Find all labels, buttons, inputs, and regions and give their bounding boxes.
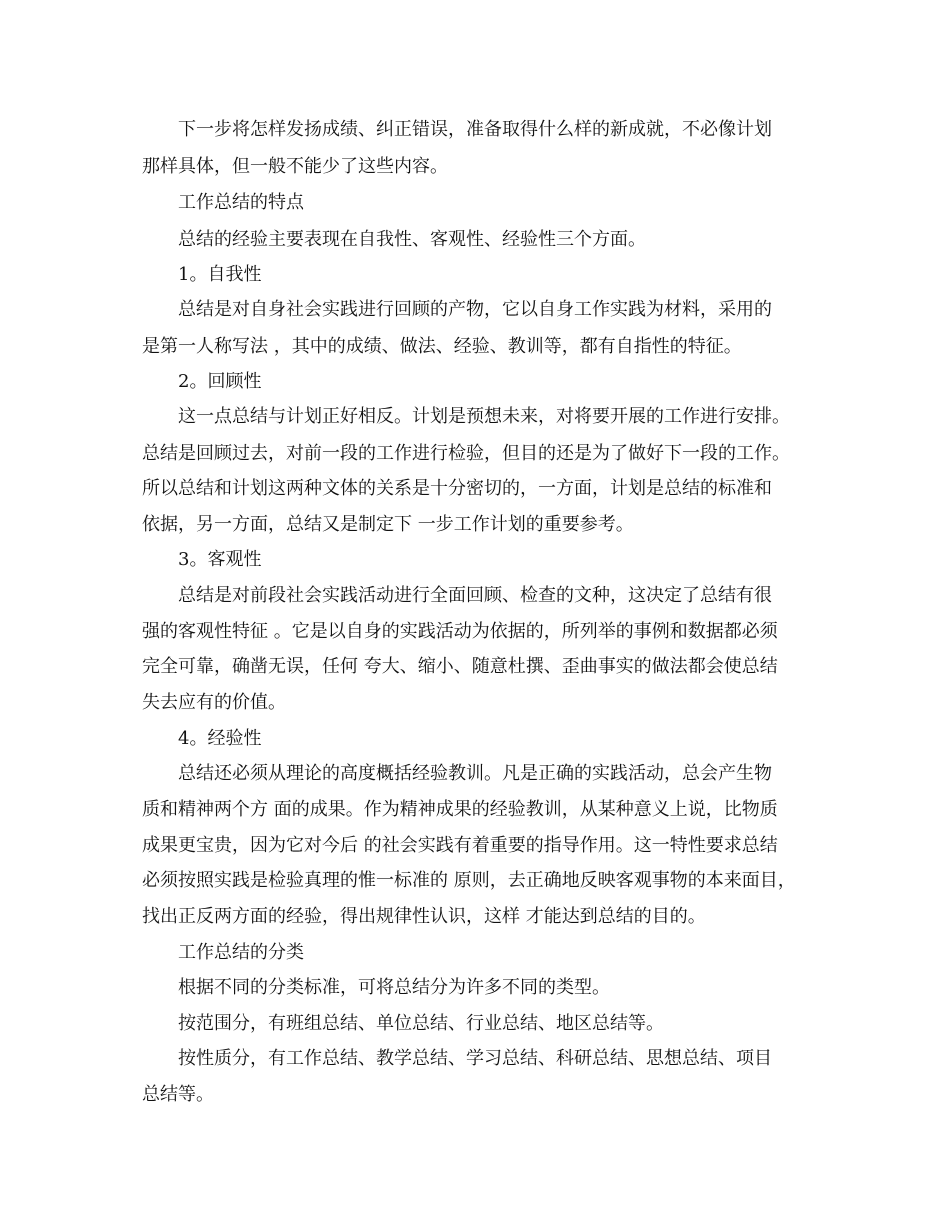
paragraph-line: 总结等。 xyxy=(142,1084,214,1105)
paragraph-line: 是第一人称写法 ，其中的成绩、做法、经验、教训等，都有自指性的特征。 xyxy=(142,336,742,357)
paragraph-line: 总结还必须从理论的高度概括经验教训。凡是正确的实践活动，总会产生物 xyxy=(178,763,772,784)
paragraph-line: 按范围分，有班组总结、单位总结、行业总结、地区总结等。 xyxy=(178,1013,664,1034)
section-heading: 工作总结的特点 xyxy=(178,192,304,213)
paragraph-line: 依据，另一方面，总结又是制定下 一步工作计划的重要参考。 xyxy=(142,514,634,535)
section-heading: 工作总结的分类 xyxy=(178,942,304,963)
paragraph-line: 总结是回顾过去，对前一段的工作进行检验，但目的还是为了做好下一段的工作。 xyxy=(142,443,790,464)
paragraph-line: 总结是对前段社会实践活动进行全面回顾、检查的文种，这决定了总结有很 xyxy=(178,585,772,606)
paragraph-line: 失去应有的价值。 xyxy=(142,692,286,713)
paragraph-line: 按性质分，有工作总结、教学总结、学习总结、科研总结、思想总结、项目 xyxy=(178,1048,772,1069)
paragraph-line: 所以总结和计划这两种文体的关系是十分密切的，一方面，计划是总结的标准和 xyxy=(142,478,772,499)
paragraph-line: 完全可靠，确凿无误，任何 夸大、缩小、随意杜撰、歪曲事实的做法都会使总结 xyxy=(142,656,778,677)
list-heading: 3。客观性 xyxy=(178,549,262,570)
paragraph-line: 总结的经验主要表现在自我性、客观性、经验性三个方面。 xyxy=(178,229,646,250)
paragraph-line: 这一点总结与计划正好相反。计划是预想未来，对将要开展的工作进行安排。 xyxy=(178,406,790,427)
paragraph-line: 质和精神两个方 面的成果。作为精神成果的经验教训，从某种意义上说，比物质 xyxy=(142,799,778,820)
paragraph-line: 必须按照实践是检验真理的惟一标准的 原则，去正确地反映客观事物的本来面目， xyxy=(142,870,796,891)
paragraph-line: 总结是对自身社会实践进行回顾的产物，它以自身工作实践为材料，采用的 xyxy=(178,299,772,320)
list-heading: 4。经验性 xyxy=(178,728,262,749)
paragraph-line: 成果更宝贵，因为它对今后 的社会实践有着重要的指导作用。这一特性要求总结 xyxy=(142,835,778,856)
list-heading: 1。自我性 xyxy=(178,264,262,285)
paragraph-line: 根据不同的分类标准，可将总结分为许多不同的类型。 xyxy=(178,977,610,998)
list-heading: 2。回顾性 xyxy=(178,371,262,392)
paragraph-line: 下一步将怎样发扬成绩、纠正错误，准备取得什么样的新成就，不必像计划 xyxy=(178,119,772,140)
paragraph-line: 找出正反两方面的经验，得出规律性认识，这样 才能达到总结的目的。 xyxy=(142,906,706,927)
paragraph-line: 强的客观性特征 。它是以自身的实践活动为依据的，所列举的事例和数据都必须 xyxy=(142,621,778,642)
paragraph-line: 那样具体，但一般不能少了这些内容。 xyxy=(142,156,448,177)
